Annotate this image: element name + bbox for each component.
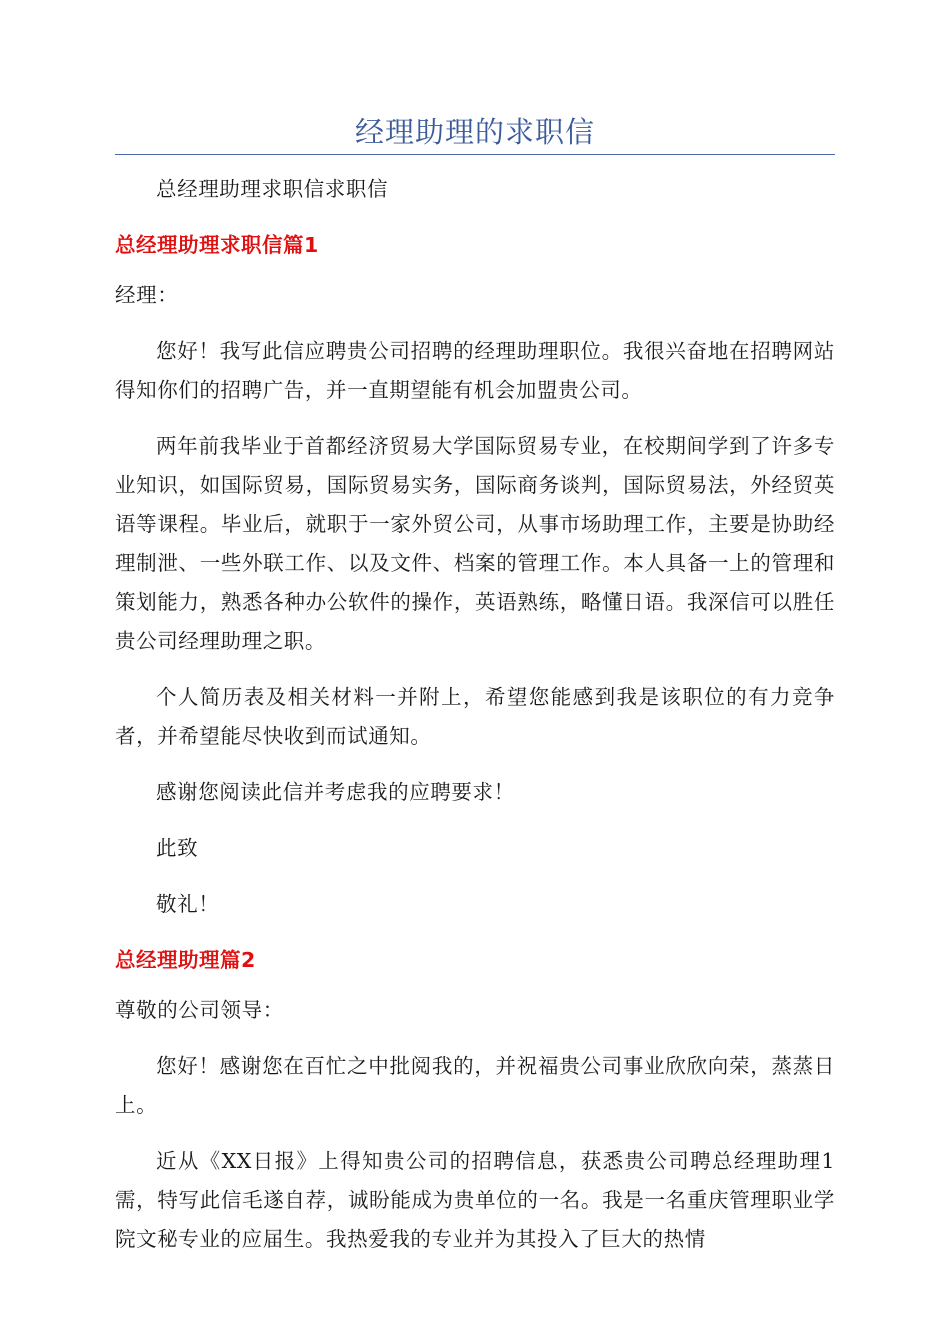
section-1-paragraph: 两年前我毕业于首都经济贸易大学国际贸易专业，在校期间学到了许多专业知识，如国际贸易，国际贸易实务，国际商务谈判，国际贸易法，外经贸英语等课程。毕业后，就职于一家外贸公司，从事市场助理工作，主要是协助经理制泄、一些外联工作、以及文件、档案的管理工作。本人具备一上的管理和策划能力，熟悉各种办公软件的操作，英语熟练，略懂日语。我深信可以胜任贵公司经理助理之职。: [115, 434, 835, 653]
section-1-paragraph: 个人简历表及相关材料一并附上，希望您能感到我是该职位的有力竞争者，并希望能尽快收到而试通知。: [115, 685, 835, 748]
section-2-paragraph: 近从《XX日报》上得知贵公司的招聘信息，获悉贵公司聘总经理助理1需，特写此信毛遂自荐，诚盼能成为贵单位的一名。我是一名重庆管理职业学院文秘专业的应届生。我热爱我的专业并为其投入了巨大的热情: [115, 1149, 835, 1251]
section-2-paragraph: 您好！感谢您在百忙之中批阅我的，并祝福贵公司事业欣欣向荣，蒸蒸日上。: [115, 1054, 835, 1117]
section-2-heading: 总经理助理篇2: [115, 948, 256, 972]
section-1-paragraph: 您好！我写此信应聘贵公司招聘的经理助理职位。我很兴奋地在招聘网站得知你们的招聘广告，并一直期望能有机会加盟贵公司。: [115, 339, 835, 402]
document-title: 经理助理的求职信: [354, 115, 595, 149]
title-underline: [115, 154, 835, 155]
section-1-paragraph: 感谢您阅读此信并考虑我的应聘要求！: [156, 780, 515, 804]
section-1-salutation: 经理：: [115, 283, 179, 307]
document-subtitle: 总经理助理求职信求职信: [156, 177, 389, 201]
section-2-salutation: 尊敬的公司领导：: [115, 998, 284, 1022]
section-1-heading: 总经理助理求职信篇1: [115, 233, 319, 257]
document-body: [115, 170, 835, 1276]
section-1-closing: 此致: [156, 836, 199, 860]
section-1-closing: 敬礼！: [156, 892, 220, 916]
